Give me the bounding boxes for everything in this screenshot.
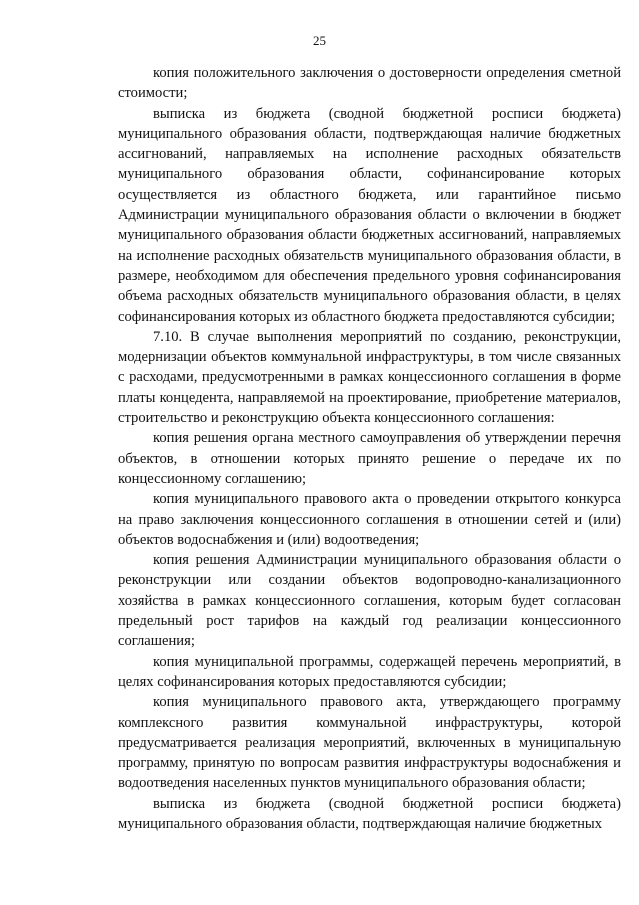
paragraph-self-government-decision: копия решения органа местного самоуправления об утверждении перечня объектов, в отношении которых принято решение о передаче их по концессионному соглашению; xyxy=(118,430,621,487)
paragraph-budget-extract-continued: выписка из бюджета (сводной бюджетной росписи бюджета) муниципального образования области, подтверждающая наличие бюджетных xyxy=(118,795,621,832)
paragraph-estimate-conclusion: копия положительного заключения о достоверности определения сметной стоимости; xyxy=(118,65,621,102)
paragraph-section-7-10: 7.10. В случае выполнения мероприятий по созданию, реконструкции, модернизации объектов коммунальной инфраструктуры, в том числе связанных с расходами, предусмотренными в рамках концессионного соглашения в форме платы концедента, направляемой на проектирование, приобретение материалов, строительство и реконструкцию объекта концессионного соглашения: xyxy=(118,328,621,427)
document-body xyxy=(118,63,621,834)
paragraph-infrastructure-program-act: копия муниципального правового акта, утверждающего программу комплексного развития коммунальной инфраструктуры, которой предусматривается реализация мероприятий, включенных в муниципальную программу, принятую по вопросам развития инфраструктуры водоснабжения и водоотведения населенных пунктов муниципального образования области; xyxy=(118,694,621,792)
paragraph-administration-decision: копия решения Администрации муниципального образования области о реконструкции или создании объектов водопроводно-канализационного хозяйства в рамках концессионного соглашения, которым будет согласован предельный рост тарифов на каждый год реализации концессионного соглашения; xyxy=(118,552,621,650)
page-number: 25 xyxy=(313,33,326,48)
paragraph-open-tender-act: копия муниципального правового акта о проведении открытого конкурса на право заключения концессионного соглашения в отношении сетей и (или) объектов водоснабжения и (или) водоотведения; xyxy=(118,491,621,548)
paragraph-budget-extract: выписка из бюджета (сводной бюджетной росписи бюджета) муниципального образования области, подтверждающая наличие бюджетных ассигнований, направляемых на исполнение расходных обязательств муниципального образования области, софинансирование которых осуществляется из областного бюджета, или гарантийное письмо Администрации муниципального образования области о включении в бюджет муниципального образования области бюджетных ассигнований, направляемых на исполнение расходных обязательств муниципального образования области, в размере, необходимом для обеспечения предельного уровня софинансирования объема расходных обязательств муниципального образования области, в целях софинансирования которых из областного бюджета предоставляются субсидии; xyxy=(118,105,621,325)
paragraph-municipal-program: копия муниципальной программы, содержащей перечень мероприятий, в целях софинансирования которых предоставляются субсидии; xyxy=(118,653,621,690)
